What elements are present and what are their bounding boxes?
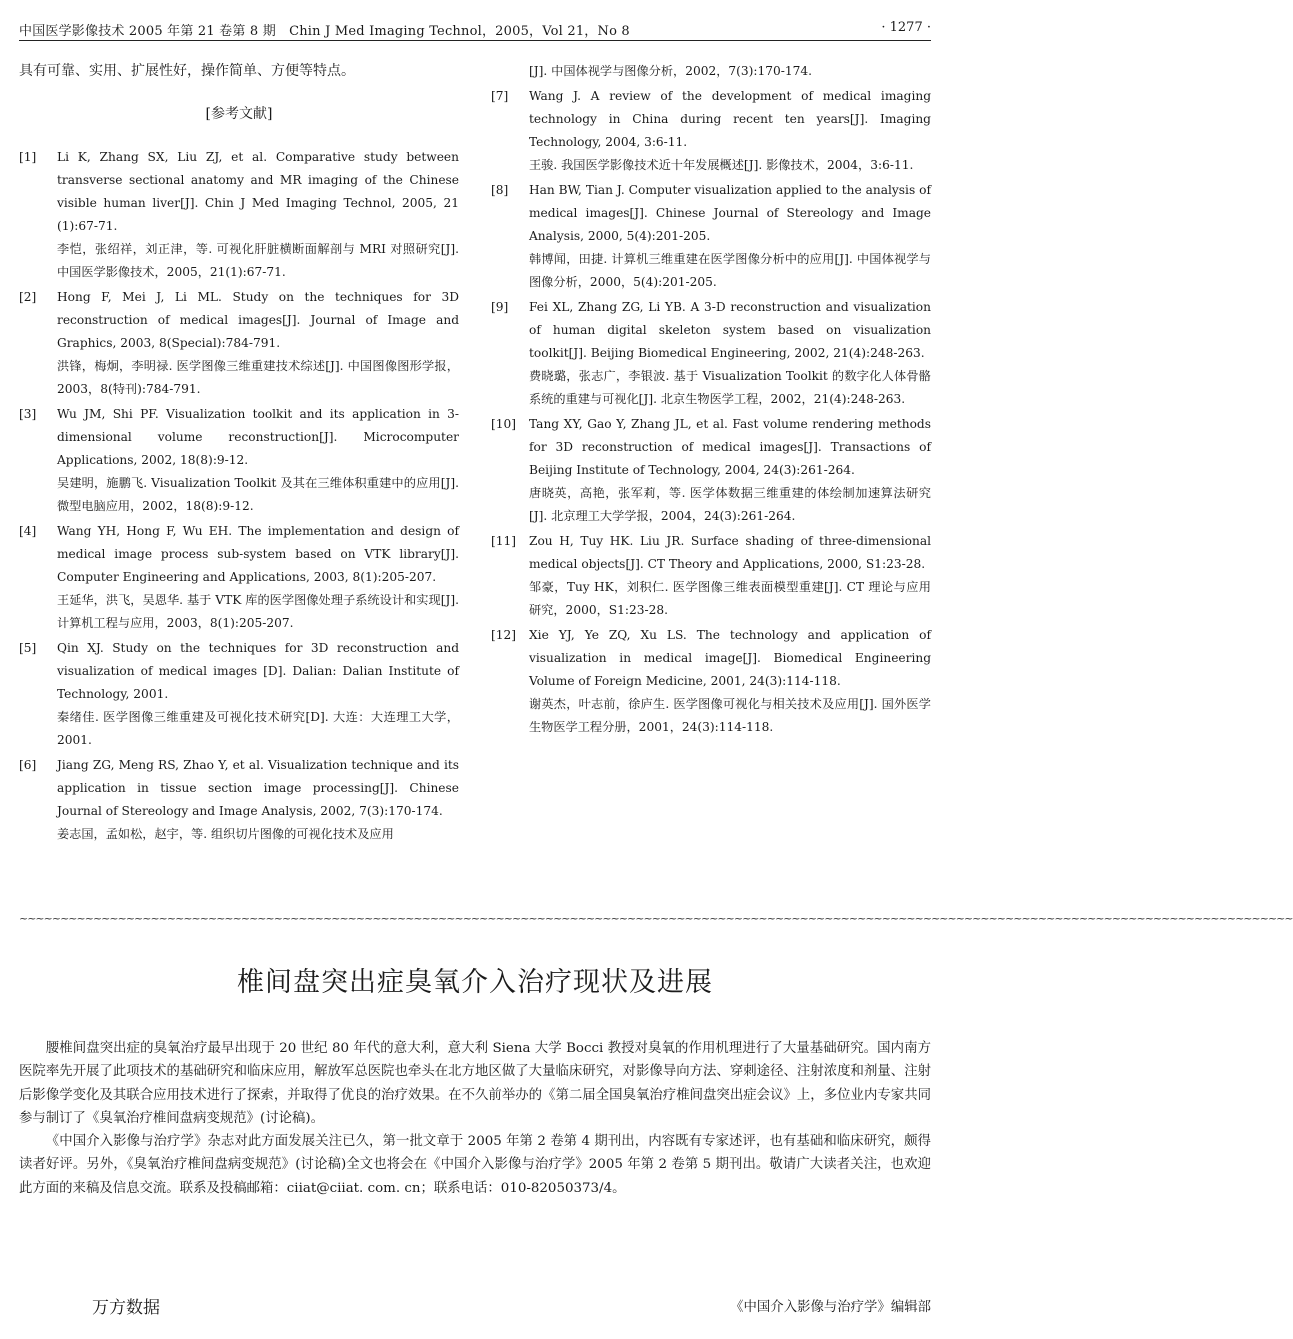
- reference-item: [19, 286, 459, 401]
- reference-chinese: 李恺，张绍祥，刘正津，等. 可视化肝脏横断面解剖与 MRI 对照研究[J]. 中国医学影像技术，2005，21(1):67-71.: [57, 242, 459, 279]
- reference-body: [529, 413, 931, 528]
- reference-chinese: 吴建明，施鹏飞. Visualization Toolkit 及其在三维体积重建中的应用[J]. 微型电脑应用，2002，18(8):9-12.: [57, 476, 459, 513]
- reference-number: [7]: [491, 89, 509, 103]
- reference-body: [57, 286, 459, 401]
- reference-chinese: 费晓璐，张志广，李银波. 基于 Visualization Toolkit 的数字化人体骨骼系统的重建与可视化[J]. 北京生物医学工程，2002，21(4):248-263.: [529, 369, 931, 406]
- reference-number: [9]: [491, 300, 509, 314]
- reference-chinese: 洪锋，梅炯，李明禄. 医学图像三维重建技术综述[J]. 中国图像图形学报，2003，8(特刊):784-791.: [57, 359, 459, 396]
- reference-list-right: [491, 85, 931, 739]
- article-paragraph-1: 腰椎间盘突出症的臭氧治疗最早出现于 20 世纪 80 年代的意大利，意大利 Siena 大学 Bocci 教授对臭氧的作用机理进行了大量基础研究。国内南方医院率先开展了此项技术的基础研究和临床应用，解放军总医院也牵头在北方地区做了大量临床研究，对影像导向方法、穿刺途径、注射浓度和剂量、注射后影像学变化及其联合应用技术进行了探索，并取得了优良的治疗效果。在不久前举办的《第二届全国臭氧治疗椎间盘突出症会议》上，多位业内专家共同参与制订了《臭氧治疗椎间盘病变规范》(讨论稿)。: [19, 1041, 931, 1126]
- reference-item: [491, 85, 931, 177]
- reference-chinese: 邹豪，Tuy HK，刘积仁. 医学图像三维表面模型重建[J]. CT 理论与应用研究，2000，S1:23-28.: [529, 580, 931, 617]
- reference-item: [19, 520, 459, 635]
- reference-item: [491, 530, 931, 622]
- reference-item: [19, 637, 459, 752]
- reference-number: [8]: [491, 183, 509, 197]
- reference-number: [11]: [491, 534, 517, 548]
- watermark: 万方数据: [92, 1298, 160, 1318]
- left-column: [19, 60, 459, 848]
- reference-body: [57, 754, 459, 846]
- reference-number: [4]: [19, 524, 37, 538]
- reference-english: Qin XJ. Study on the techniques for 3D reconstruction and visualization of medical images [D]. Dalian: Dalian Institute of Technology, 2001.: [57, 641, 459, 701]
- reference-item: [19, 754, 459, 846]
- reference-english: Wang J. A review of the development of medical imaging technology in China during recent ten years[J]. Imaging Technology, 2004, 3:6-11.: [529, 89, 931, 149]
- reference-english: Li K, Zhang SX, Liu ZJ, et al. Comparative study between transverse sectional anatomy and MR imaging of the Chinese visible human liver[J]. Chin J Med Imaging Technol, 2005, 21 (1):67-71.: [57, 150, 459, 233]
- reference-chinese: 唐晓英，高艳，张军莉，等. 医学体数据三维重建的体绘制加速算法研究[J]. 北京理工大学学报，2004，24(3):261-264.: [529, 486, 931, 523]
- reference-body: [529, 296, 931, 411]
- reference-english: Tang XY, Gao Y, Zhang JL, et al. Fast volume rendering methods for 3D reconstruction of medical images[J]. Transactions of Beijing Institute of Technology, 2004, 24(3):261-264.: [529, 417, 931, 477]
- reference-item: [19, 403, 459, 518]
- reference-body: [57, 403, 459, 518]
- reference-item: [491, 179, 931, 294]
- references-heading: [参考文献]: [205, 106, 273, 122]
- reference-english: Zou H, Tuy HK. Liu JR. Surface shading of three-dimensional medical objects[J]. CT Theory and Applications, 2000, S1:23-28.: [529, 534, 931, 571]
- article-title: 椎间盘突出症臭氧介入治疗现状及进展: [237, 967, 713, 998]
- reference-number: [2]: [19, 290, 37, 304]
- reference-english: Han BW, Tian J. Computer visualization applied to the analysis of medical images[J]. Chinese Journal of Stereology and Image Analysis, 2000, 5(4):201-205.: [529, 183, 931, 243]
- reference-body: [529, 85, 931, 177]
- reference-list-left: [19, 146, 459, 846]
- reference-number: [5]: [19, 641, 37, 655]
- page-number: · 1277 ·: [881, 20, 931, 35]
- reference-number: [12]: [491, 628, 517, 642]
- reference-body: [529, 530, 931, 622]
- running-header: [19, 18, 931, 41]
- reference-english: Wu JM, Shi PF. Visualization toolkit and its application in 3-dimensional volume reconstruction[J]. Microcomputer Applications, 2002, 18(8):9-12.: [57, 407, 459, 467]
- reference-chinese: 王骏. 我国医学影像技术近十年发展概述[J]. 影像技术，2004，3:6-11.: [529, 158, 914, 172]
- reference-number: [1]: [19, 150, 37, 164]
- intro-line: 具有可靠、实用、扩展性好，操作简单、方便等特点。: [19, 63, 355, 79]
- reference-english: Jiang ZG, Meng RS, Zhao Y, et al. Visualization technique and its application in tissue section image processing[J]. Chinese Journal of Stereology and Image Analysis, 2002, 7(3):170-174.: [57, 758, 459, 818]
- reference-body: [529, 624, 931, 739]
- reference-number: [10]: [491, 417, 517, 431]
- reference-chinese: 王延华，洪飞，吴恩华. 基于 VTK 库的医学图像处理子系统设计和实现[J]. 计算机工程与应用，2003，8(1):205-207.: [57, 593, 459, 630]
- reference-chinese: 韩博闻，田捷. 计算机三维重建在医学图像分析中的应用[J]. 中国体视学与图像分析，2000，5(4):201-205.: [529, 252, 931, 289]
- reference-body: [57, 520, 459, 635]
- reference-english: Xie YJ, Ye ZQ, Xu LS. The technology and application of visualization in medical image[J]. Biomedical Engineering Volume of Foreign Medicine, 2001, 24(3):114-118.: [529, 628, 931, 688]
- reference-body: [529, 179, 931, 294]
- editorial-signature: 《中国介入影像与治疗学》编辑部: [730, 1300, 931, 1315]
- reference-body: [57, 637, 459, 752]
- article-paragraph-2: 《中国介入影像与治疗学》杂志对此方面发展关注已久，第一批文章于 2005 年第 2 卷第 4 期刊出，内容既有专家述评，也有基础和临床研究，颇得读者好评。另外，《臭氧治疗椎间盘病变规范》(讨论稿)全文也将会在《中国介入影像与治疗学》2005 年第 2 卷第 5 期刊出。敬请广大读者关注，也欢迎此方面的来稿及信息交流。联系及投稿邮箱：ciiat@ciiat. com. cn；联系电话：010-82050373/4。: [19, 1134, 931, 1196]
- article-body: [19, 1037, 931, 1200]
- reference-item: [491, 296, 931, 411]
- right-column: [491, 60, 931, 741]
- reference-chinese: 姜志国，孟如松，赵宇，等. 组织切片图像的可视化技术及应用: [57, 827, 394, 841]
- reference-item: [19, 146, 459, 284]
- journal-citation: 中国医学影像技术 2005 年第 21 卷第 8 期 Chin J Med Imaging Technol，2005，Vol 21，No 8: [19, 24, 630, 39]
- reference-english: Wang YH, Hong F, Wu EH. The implementation and design of medical image process sub-system based on VTK library[J]. Computer Engineering and Applications, 2003, 8(1):205-207.: [57, 524, 459, 584]
- reference-number: [6]: [19, 758, 37, 772]
- reference-english: Hong F, Mei J, Li ML. Study on the techniques for 3D reconstruction of medical images[J]. Journal of Image and Graphics, 2003, 8(Special):784-791.: [57, 290, 459, 350]
- wavy-divider: ~~~~~~~~~~~~~~~~~~~~~~~~~~~~~~~~~~~~~~~~~~~~~~~~~~~~~~~~~~~~~~~~~~~~~~~~~~~~~~~~~~~~~~~~~~~~~~~~~~~~~~~~~~~~~~~~~~~~~~~~~~~~~~~~~~~~~~~~~~~~~~~~~~~~~~~~~~~: [19, 912, 1293, 925]
- reference-item: [491, 624, 931, 739]
- reference-english: Fei XL, Zhang ZG, Li YB. A 3-D reconstruction and visualization of human digital skeleton system based on visualization toolkit[J]. Beijing Biomedical Engineering, 2002, 21(4):248-263.: [529, 300, 931, 360]
- reference-continuation: [J]. 中国体视学与图像分析，2002，7(3):170-174.: [529, 64, 813, 78]
- reference-chinese: 谢英杰，叶志前，徐庐生. 医学图像可视化与相关技术及应用[J]. 国外医学生物医学工程分册，2001，24(3):114-118.: [529, 697, 931, 734]
- reference-item: [491, 413, 931, 528]
- reference-number: [3]: [19, 407, 37, 421]
- reference-chinese: 秦绪佳. 医学图像三维重建及可视化技术研究[D]. 大连：大连理工大学，2001.: [57, 710, 459, 747]
- reference-body: [57, 146, 459, 284]
